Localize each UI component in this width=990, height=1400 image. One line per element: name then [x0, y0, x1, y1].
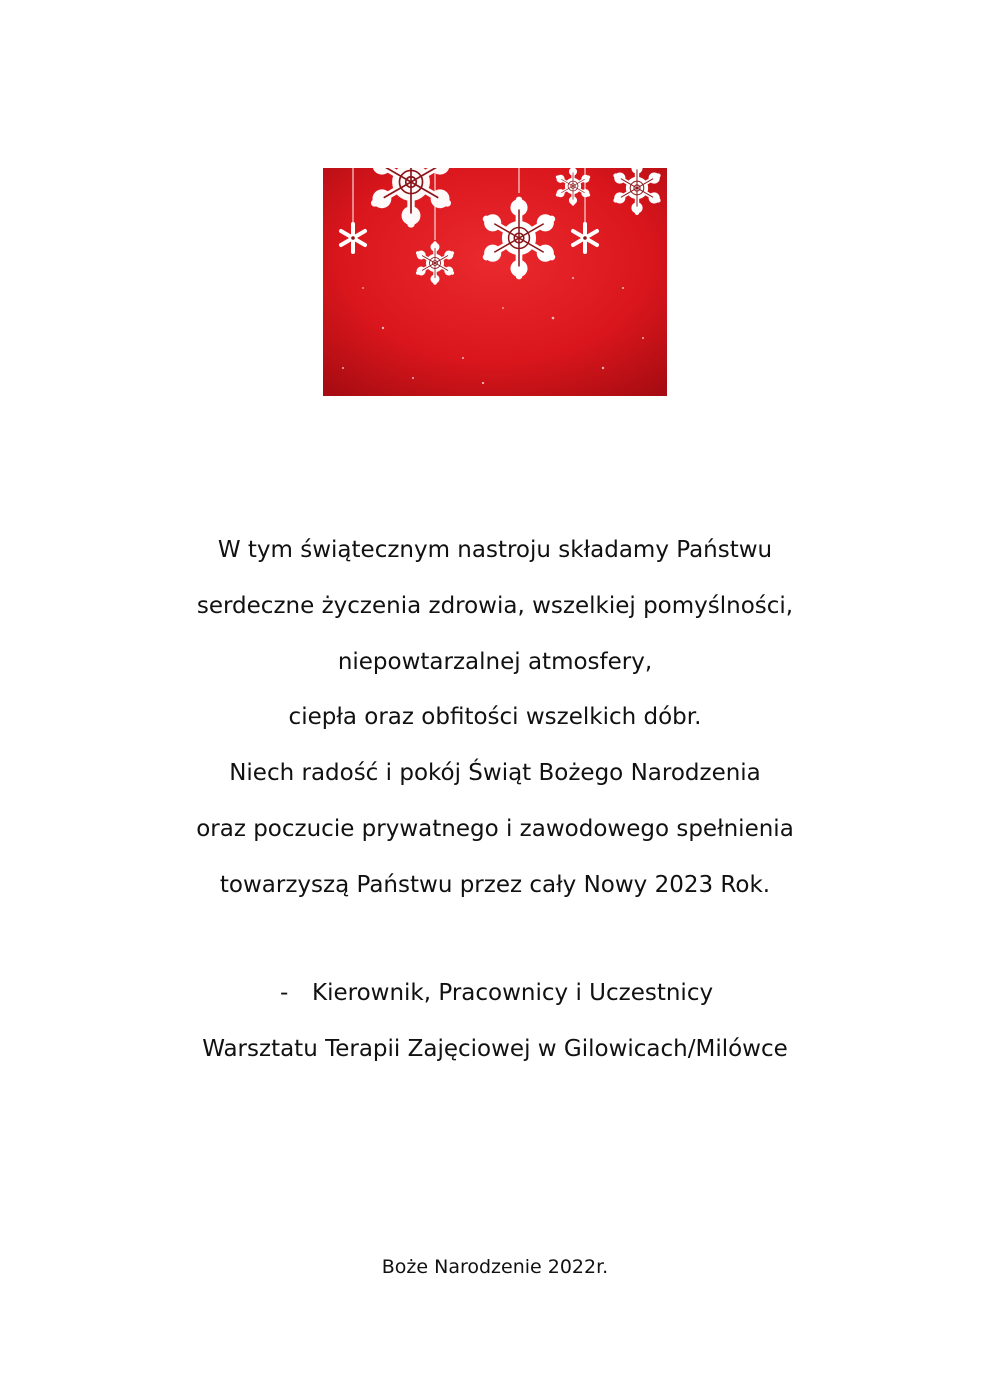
- christmas-snowflakes-image: [323, 168, 667, 396]
- signature-line-1: [280, 975, 713, 1011]
- greeting-line: oraz poczucie prywatnego i zawodowego spełnienia: [196, 815, 794, 842]
- greeting-line: towarzyszą Państwu przez cały Nowy 2023 Rok.: [219, 871, 771, 898]
- greeting-line: Niech radość i pokój Świąt Bożego Narodzenia: [229, 760, 761, 787]
- greeting-line: ciepła oraz obfitości wszelkich dóbr.: [288, 704, 702, 731]
- date-line: Boże Narodzenie 2022r.: [381, 1256, 609, 1278]
- greeting-line: W tym świątecznym nastroju składamy Państwu: [217, 537, 773, 563]
- greeting-text: [0, 530, 990, 921]
- greeting-line: serdeczne życzenia zdrowia, wszelkiej pomyślności,: [196, 592, 794, 619]
- greeting-line: niepowtarzalnej atmosfery,: [337, 648, 653, 675]
- signature-authors: Kierownik, Pracownicy i Uczestnicy: [312, 980, 714, 1006]
- signature-dash: -: [280, 980, 289, 1006]
- signature-line-2: Warsztatu Terapii Zajęciowej w Gilowicach/Milówce: [202, 1036, 788, 1062]
